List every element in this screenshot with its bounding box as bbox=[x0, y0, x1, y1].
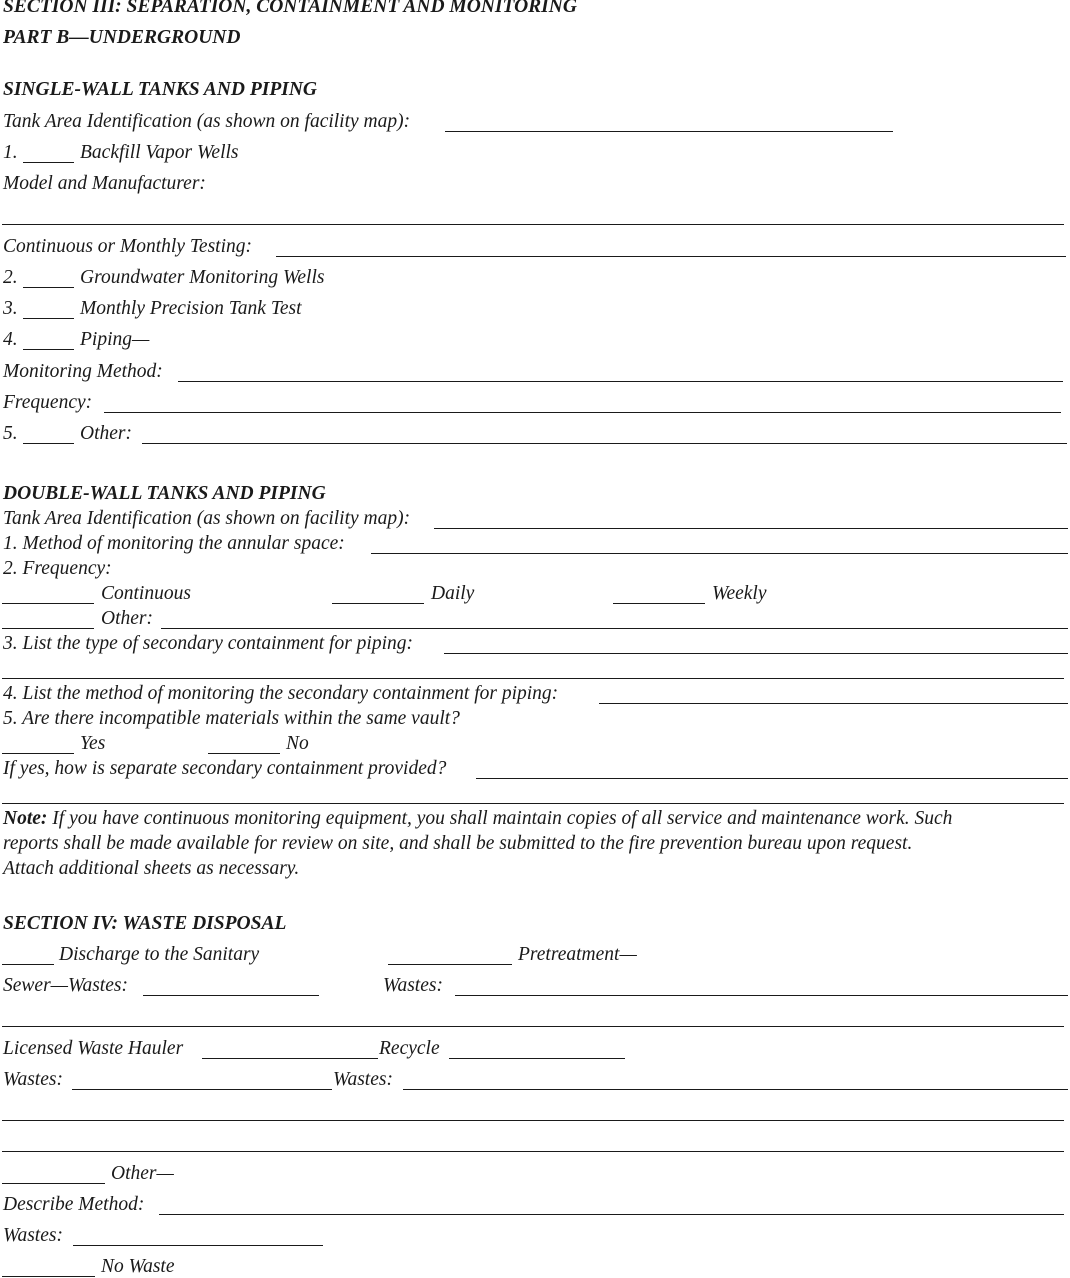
describe-method-label: Describe Method: bbox=[3, 1194, 145, 1215]
single-wall-heading: SINGLE-WALL TANKS AND PIPING bbox=[3, 79, 318, 100]
pretreatment-wastes-field[interactable] bbox=[455, 995, 1068, 996]
waste-hauler-check-blank[interactable] bbox=[202, 1058, 378, 1059]
hauler-wastes-label: Wastes: bbox=[3, 1069, 63, 1090]
pretreatment-check-blank[interactable] bbox=[388, 964, 512, 965]
single-tank-area-label: Tank Area Identification (as shown on facility map): bbox=[3, 111, 411, 132]
double-tank-area-label: Tank Area Identification (as shown on facility map): bbox=[3, 508, 411, 529]
model-manufacturer-field[interactable] bbox=[2, 224, 1064, 225]
double-wall-heading: DOUBLE-WALL TANKS AND PIPING bbox=[3, 483, 326, 504]
secondary-containment-type-field-2[interactable] bbox=[2, 678, 1064, 679]
item-5-label: Other: bbox=[80, 423, 132, 444]
recycle-check-blank[interactable] bbox=[449, 1058, 625, 1059]
describe-method-field[interactable] bbox=[159, 1214, 1064, 1215]
item-2-number: 2. bbox=[3, 267, 18, 288]
other-disposal-label: Other— bbox=[111, 1163, 174, 1184]
item-1-label: Backfill Vapor Wells bbox=[80, 142, 239, 163]
other-wastes-field[interactable] bbox=[73, 1245, 323, 1246]
item-2-check-blank[interactable] bbox=[23, 287, 74, 288]
sewer-wastes-field[interactable] bbox=[143, 995, 319, 996]
pretreatment-wastes-label: Wastes: bbox=[383, 975, 443, 996]
no-waste-label: No Waste bbox=[101, 1256, 175, 1277]
continuous-testing-label: Continuous or Monthly Testing: bbox=[3, 236, 253, 257]
hauler-wastes-field[interactable] bbox=[72, 1089, 332, 1090]
secondary-containment-type-field[interactable] bbox=[444, 653, 1068, 654]
incompatible-materials-question: 5. Are there incompatible materials within the same vault? bbox=[3, 708, 460, 729]
sewer-wastes-label: Sewer—Wastes: bbox=[3, 975, 128, 996]
monitoring-method-field[interactable] bbox=[178, 381, 1063, 382]
other-frequency-field[interactable] bbox=[161, 628, 1068, 629]
section-4-title: SECTION IV: WASTE DISPOSAL bbox=[3, 913, 287, 934]
item-3-number: 3. bbox=[3, 298, 18, 319]
item-5-number: 5. bbox=[3, 423, 18, 444]
yes-check-blank[interactable] bbox=[2, 753, 74, 754]
note-text-1: If you have continuous monitoring equipment, you shall maintain copies of all service and maintenance work. Such bbox=[52, 808, 953, 829]
wastes-field-line-2[interactable] bbox=[2, 1120, 1064, 1121]
item-1-number: 1. bbox=[3, 142, 18, 163]
separate-containment-field-2[interactable] bbox=[2, 803, 1064, 804]
pretreatment-wastes-field-2[interactable] bbox=[2, 1026, 1064, 1027]
item-5-other-field[interactable] bbox=[142, 443, 1067, 444]
other-disposal-check-blank[interactable] bbox=[2, 1183, 105, 1184]
note-line-1 bbox=[3, 808, 952, 830]
item-5-check-blank[interactable] bbox=[23, 443, 74, 444]
weekly-check-blank[interactable] bbox=[613, 603, 705, 604]
wastes-field-line-3[interactable] bbox=[2, 1151, 1064, 1152]
other-frequency-label: Other: bbox=[101, 608, 153, 629]
annular-monitoring-label: 1. Method of monitoring the annular space: bbox=[3, 533, 345, 554]
item-4-number: 4. bbox=[3, 329, 18, 350]
single-tank-area-field[interactable] bbox=[445, 131, 893, 132]
item-3-check-blank[interactable] bbox=[23, 318, 74, 319]
discharge-check-blank[interactable] bbox=[2, 964, 54, 965]
separate-containment-field[interactable] bbox=[476, 778, 1068, 779]
annular-monitoring-field[interactable] bbox=[371, 553, 1068, 554]
waste-hauler-label: Licensed Waste Hauler bbox=[3, 1038, 184, 1059]
recycle-wastes-label: Wastes: bbox=[333, 1069, 393, 1090]
item-4-check-blank[interactable] bbox=[23, 349, 74, 350]
no-check-blank[interactable] bbox=[208, 753, 280, 754]
note-label: Note: bbox=[3, 808, 48, 829]
double-tank-area-field[interactable] bbox=[434, 528, 1068, 529]
secondary-monitoring-label: 4. List the method of monitoring the secondary containment for piping: bbox=[3, 683, 559, 704]
part-b-title: PART B—UNDERGROUND bbox=[3, 27, 241, 48]
yes-option-label: Yes bbox=[80, 733, 106, 754]
separate-containment-label: If yes, how is separate secondary containment provided? bbox=[3, 758, 447, 779]
recycle-wastes-field[interactable] bbox=[403, 1089, 1068, 1090]
item-2-label: Groundwater Monitoring Wells bbox=[80, 267, 325, 288]
section-3-title: SECTION III: SEPARATION, CONTAINMENT AND MONITORING bbox=[3, 0, 577, 17]
frequency-field[interactable] bbox=[104, 412, 1061, 413]
other-wastes-label: Wastes: bbox=[3, 1225, 63, 1246]
continuous-testing-field[interactable] bbox=[276, 256, 1066, 257]
item-3-label: Monthly Precision Tank Test bbox=[80, 298, 302, 319]
pretreatment-label: Pretreatment— bbox=[518, 944, 637, 965]
secondary-containment-type-label: 3. List the type of secondary containment for piping: bbox=[3, 633, 413, 654]
weekly-option-label: Weekly bbox=[712, 583, 767, 604]
recycle-label: Recycle bbox=[379, 1038, 440, 1059]
model-manufacturer-label: Model and Manufacturer: bbox=[3, 173, 206, 194]
continuous-option-label: Continuous bbox=[101, 583, 191, 604]
no-option-label: No bbox=[286, 733, 309, 754]
discharge-label: Discharge to the Sanitary bbox=[59, 944, 260, 965]
daily-option-label: Daily bbox=[431, 583, 475, 604]
monitoring-method-label: Monitoring Method: bbox=[3, 361, 163, 382]
other-frequency-check-blank[interactable] bbox=[2, 628, 94, 629]
frequency-question: 2. Frequency: bbox=[3, 558, 112, 579]
secondary-monitoring-field[interactable] bbox=[599, 703, 1068, 704]
item-1-check-blank[interactable] bbox=[23, 162, 74, 163]
continuous-check-blank[interactable] bbox=[2, 603, 94, 604]
item-4-label: Piping— bbox=[80, 329, 150, 350]
daily-check-blank[interactable] bbox=[332, 603, 424, 604]
note-line-2: reports shall be made available for review on site, and shall be submitted to the fire prevention bureau upon request. bbox=[3, 833, 913, 854]
frequency-label: Frequency: bbox=[3, 392, 93, 413]
note-line-3: Attach additional sheets as necessary. bbox=[3, 858, 300, 879]
